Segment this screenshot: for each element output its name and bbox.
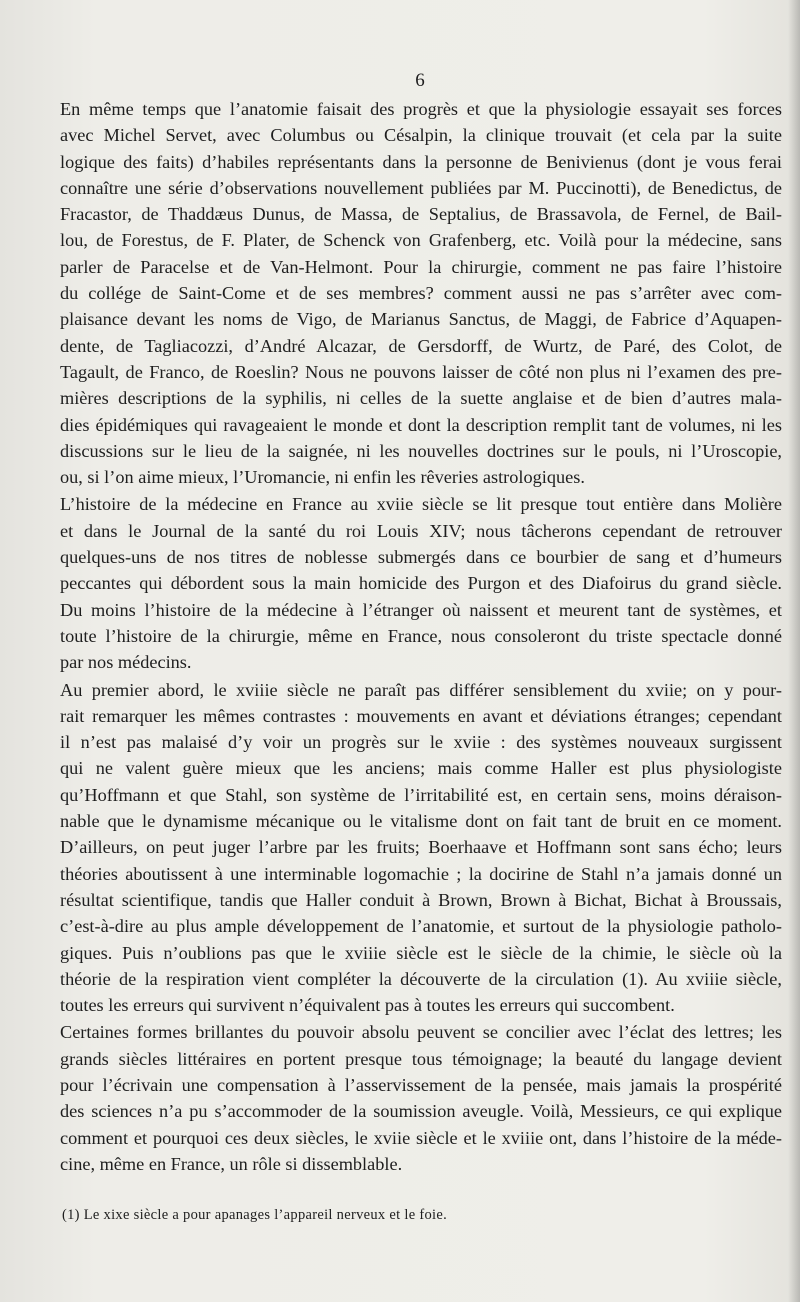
text-line: discussions sur le lieu de la saignée, ni les nouvelles doctrines sur le pouls, ni l’Uroscopie, — [60, 440, 782, 461]
text-line: théorie de la respiration vient compléter la découverte de la circulation (1). Au xviiie siècle, — [60, 968, 782, 989]
text-line: Tagault, de Franco, de Roeslin? Nous ne pouvons laisser de côté non plus ni l’examen des pre- — [60, 361, 782, 382]
text-line: Au premier abord, le xviiie siècle ne paraît pas différer sensiblement du xviie; on y pour- — [60, 679, 782, 700]
text-line: du collége de Saint-Come et de ses membres? comment aussi ne pas s’arrêter avec com- — [60, 283, 782, 304]
page-gutter-shadow — [788, 0, 800, 1302]
text-line: il n’est pas malaisé d’y voir un progrès sur le xviie : des systèmes nouveaux surgissent — [60, 732, 782, 753]
text-line: cine, même en France, un rôle si dissemblable. — [60, 1153, 403, 1174]
text-line: plaisance devant les noms de Vigo, de Marianus Sanctus, de Maggi, de Fabrice d’Aquapen- — [60, 309, 782, 330]
text-line: connaître une série d’observations nouvellement publiées par M. Puccinotti), de Benedictus, de — [60, 177, 782, 198]
page-number: 6 — [415, 70, 425, 91]
paragraph — [60, 491, 782, 675]
paragraph — [60, 96, 782, 490]
text-line: lou, de Forestus, de F. Plater, de Schenck von Grafenberg, etc. Voilà pour la médecine, sans — [60, 230, 782, 251]
text-line: des sciences n’a pu s’accommoder de la soumission aveugle. Voilà, Messieurs, ce qui explique — [60, 1101, 782, 1122]
text-line: parler de Paracelse et de Van-Helmont. Pour la chirurgie, comment ne pas faire l’histoire — [60, 256, 782, 277]
text-line: c’est-à-dire au plus ample développement de l’anatomie, et surtout de la physiologie patholo- — [60, 916, 782, 937]
text-line: logique des faits) d’habiles représentants dans la personne de Benivienus (dont je vous ferai — [60, 151, 782, 172]
text-line: D’ailleurs, on peut juger l’arbre par les fruits; Boerhaave et Hoffmann sont sans écho; leurs — [60, 837, 782, 858]
text-line: dente, de Tagliacozzi, d’André Alcazar, de Gersdorff, de Wurtz, de Paré, des Colot, de — [60, 335, 782, 356]
text-line: giques. Puis n’oublions pas que le xviiie siècle est le siècle de la chimie, le siècle où la — [60, 942, 782, 963]
text-line: mières descriptions de la syphilis, ni celles de la suette anglaise et de bien d’autres mala- — [60, 388, 782, 409]
text-line: comment et pourquoi ces deux siècles, le xviie siècle et le xviiie ont, dans l’histoire de la méde- — [60, 1127, 782, 1148]
text-line: qui ne valent guère mieux que les anciens; mais comme Haller est plus physiologiste — [60, 758, 782, 779]
text-line: En même temps que l’anatomie faisait des progrès et que la physiologie essayait ses forces — [60, 99, 782, 119]
text-line: ou, si l’on aime mieux, l’Uromancie, ni enfin les rêveries astrologiques. — [60, 467, 585, 488]
text-line: par nos médecins. — [60, 652, 192, 673]
text-line: qu’Hoffmann et que Stahl, son système de l’irritabilité est, en certain sens, moins déraison- — [60, 784, 782, 805]
text-line: quelques-uns de nos titres de noblesse submergés dans ce bourbier de sang et d’humeurs — [60, 547, 782, 568]
footnote: (1) Le xixe siècle a pour apanages l’appareil nerveux et le foie. — [62, 1207, 448, 1223]
text-line: Fracastor, de Thaddæus Dunus, de Massa, de Septalius, de Brassavola, de Fernel, de Bail- — [60, 204, 782, 225]
text-line: théories aboutissent à une interminable logomachie ; la docirine de Stahl n’a jamais donné un — [60, 863, 782, 884]
text-line: dies épidémiques qui ravageaient le monde et dont la description remplit tant de volumes, ni les — [60, 414, 782, 435]
text-line: nable que le dynamisme mécanique ou le vitalisme dont on fait tant de bruit en ce moment. — [60, 811, 782, 832]
body-text — [60, 96, 782, 1178]
text-line: toutes les erreurs qui survivent n’équivalent pas à toutes les erreurs qui succombent. — [60, 995, 675, 1016]
text-line: et dans le Journal de la santé du roi Louis XIV; nous tâcherons cependant de retrouver — [60, 520, 782, 541]
text-line: pour l’écrivain une compensation à l’asservissement de la pensée, mais jamais la prospérité — [60, 1074, 782, 1095]
text-line: Certaines formes brillantes du pouvoir absolu peuvent se concilier avec l’éclat des lettres; les — [60, 1022, 782, 1043]
paragraph — [60, 677, 782, 1019]
text-line: peccantes qui débordent sous la main homicide des Purgon et des Diafoirus du grand siècle. — [60, 573, 782, 594]
text-line: grands siècles littéraires en portent presque tous témoignage; la beauté du langage devient — [60, 1048, 782, 1069]
text-line: résultat scientifique, tandis que Haller conduit à Brown, Brown à Bichat, Bichat à Broussais, — [60, 889, 782, 910]
paragraph — [60, 1019, 782, 1177]
text-line: toute l’histoire de la chirurgie, même en France, nous consoleront du triste spectacle donné — [60, 625, 782, 646]
text-line: avec Michel Servet, avec Columbus ou Césalpin, la clinique trouvait (et cela par la suite — [60, 125, 782, 146]
text-line: rait remarquer les mêmes contrastes : mouvements en avant et déviations étranges; cependant — [60, 705, 782, 726]
text-line: Du moins l’histoire de la médecine à l’étranger où naissent et meurent tant de systèmes, et — [60, 599, 782, 620]
text-line: L’histoire de la médecine en France au xviie siècle se lit presque tout entière dans Molière — [60, 494, 782, 515]
